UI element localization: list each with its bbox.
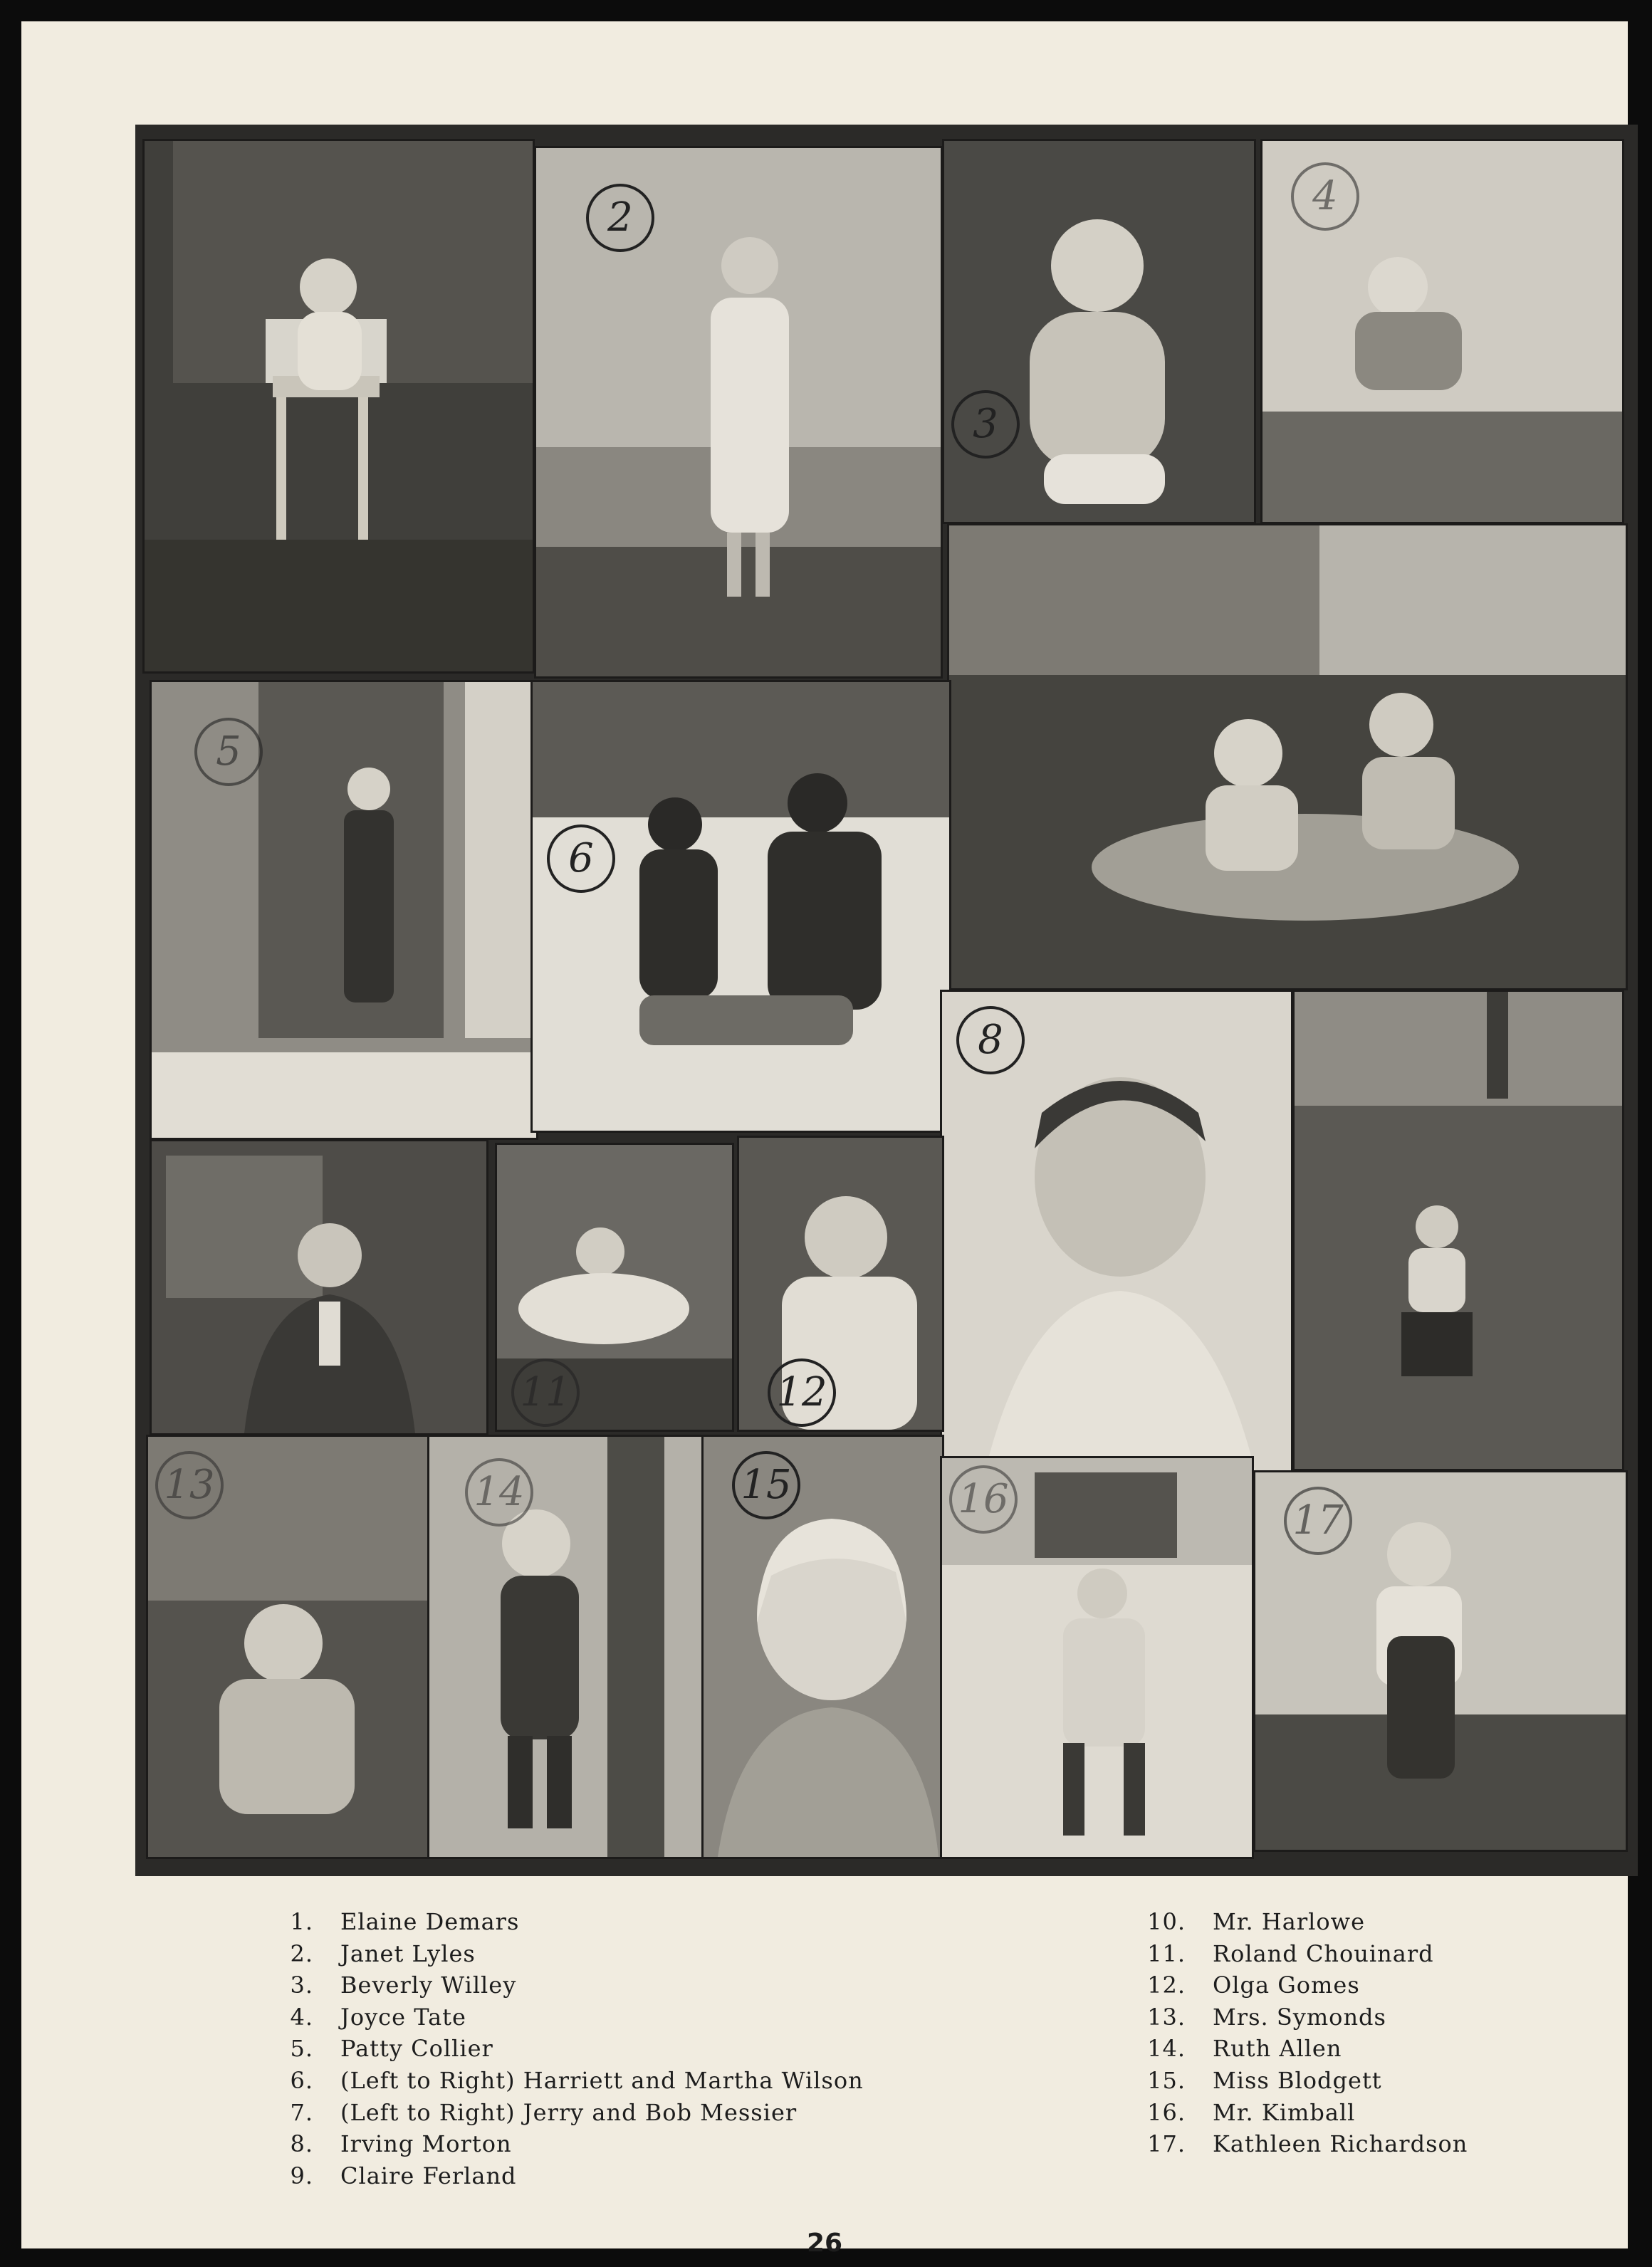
caption-item: 12. Olga Gomes <box>1147 1972 1360 1999</box>
photo-9-image <box>1295 992 1622 1469</box>
caption-name: Claire Ferland <box>340 2162 517 2189</box>
caption-item: 2. Janet Lyles <box>290 1939 476 1967</box>
photo-14-number: 14 <box>465 1458 533 1527</box>
caption-item: 10. Mr. Harlowe <box>1147 1908 1365 1935</box>
photo-1-image <box>145 141 533 671</box>
caption-item: 5. Patty Collier <box>290 2035 493 2063</box>
photo-12 <box>737 1136 944 1432</box>
photo-4 <box>1260 139 1624 524</box>
caption-name: Janet Lyles <box>340 1939 476 1967</box>
caption-item: 4. Joyce Tate <box>290 2003 466 2031</box>
photo-2 <box>534 146 943 679</box>
photo-14 <box>427 1435 706 1859</box>
photo-6-number: 6 <box>547 824 615 893</box>
photo-13-number: 13 <box>155 1451 224 1519</box>
caption-item: 16. Mr. Kimball <box>1147 2098 1356 2126</box>
caption-item: 9. Claire Ferland <box>290 2162 517 2189</box>
caption-item: 13. Mrs. Symonds <box>1147 2003 1386 2031</box>
photo-16 <box>940 1456 1254 1859</box>
caption-item: 1. Elaine Demars <box>290 1908 520 1935</box>
photo-8 <box>940 990 1293 1475</box>
caption-item: 7. (Left to Right) Jerry and Bob Messier <box>290 2098 798 2126</box>
photo-17 <box>1253 1470 1628 1852</box>
caption-name: Beverly Willey <box>340 1972 517 1999</box>
photo-2-number: 2 <box>586 184 654 252</box>
photo-4-number: 4 <box>1291 162 1359 231</box>
caption-column-left <box>256 1908 864 2194</box>
caption-name: (Left to Right) Harriett and Martha Wilson <box>340 2066 864 2094</box>
caption-item: 15. Miss Blodgett <box>1147 2066 1382 2094</box>
caption-item: 11. Roland Chouinard <box>1147 1939 1434 1967</box>
caption-name: Irving Morton <box>340 2130 512 2158</box>
photo-5-number: 5 <box>194 718 263 786</box>
photo-15 <box>701 1435 944 1859</box>
caption-name: Olga Gomes <box>1213 1972 1360 1999</box>
photo-9 <box>1292 990 1624 1471</box>
photo-12-number: 12 <box>768 1358 836 1427</box>
photo-5 <box>150 680 538 1140</box>
photo-8-number: 8 <box>956 1006 1025 1074</box>
caption-name: Mr. Harlowe <box>1213 1908 1365 1935</box>
caption-name: Ruth Allen <box>1213 2035 1342 2063</box>
photo-7 <box>947 523 1628 990</box>
yearbook-page <box>21 21 1628 2258</box>
photo-11-number: 11 <box>511 1358 580 1427</box>
caption-column-right <box>1129 1908 1468 2162</box>
caption-item: 8. Irving Morton <box>290 2130 512 2158</box>
caption-name: Kathleen Richardson <box>1213 2130 1468 2158</box>
photo-11 <box>495 1143 734 1432</box>
photo-13 <box>146 1435 432 1859</box>
caption-name: Mr. Kimball <box>1213 2098 1356 2126</box>
photo-10 <box>150 1139 488 1435</box>
photo-16-number: 16 <box>949 1465 1018 1534</box>
caption-item: 17. Kathleen Richardson <box>1147 2130 1468 2158</box>
caption-name: Roland Chouinard <box>1213 1939 1434 1967</box>
caption-list <box>21 1908 1628 2189</box>
photo-7-image <box>949 525 1626 988</box>
photo-3-number: 3 <box>951 390 1020 459</box>
caption-name: Miss Blodgett <box>1213 2066 1382 2094</box>
photo-3 <box>942 139 1256 524</box>
photo-collage <box>135 125 1638 1876</box>
photo-6-image <box>533 682 949 1131</box>
caption-name: Patty Collier <box>340 2035 493 2063</box>
photo-3-image <box>944 141 1254 522</box>
photo-15-number: 15 <box>732 1451 800 1519</box>
photo-6 <box>530 680 951 1133</box>
photo-17-number: 17 <box>1284 1487 1352 1555</box>
caption-item: 6. (Left to Right) Harriett and Martha Wilson <box>290 2066 864 2094</box>
caption-item: 14. Ruth Allen <box>1147 2035 1342 2063</box>
caption-name: Mrs. Symonds <box>1213 2003 1386 2031</box>
caption-item: 3. Beverly Willey <box>290 1972 517 1999</box>
caption-name: Joyce Tate <box>340 2003 466 2031</box>
caption-name: (Left to Right) Jerry and Bob Messier <box>340 2098 798 2126</box>
photo-10-image <box>152 1141 486 1433</box>
photo-1 <box>142 139 535 674</box>
page-number: 26 <box>806 2229 843 2258</box>
caption-name: Elaine Demars <box>340 1908 520 1935</box>
